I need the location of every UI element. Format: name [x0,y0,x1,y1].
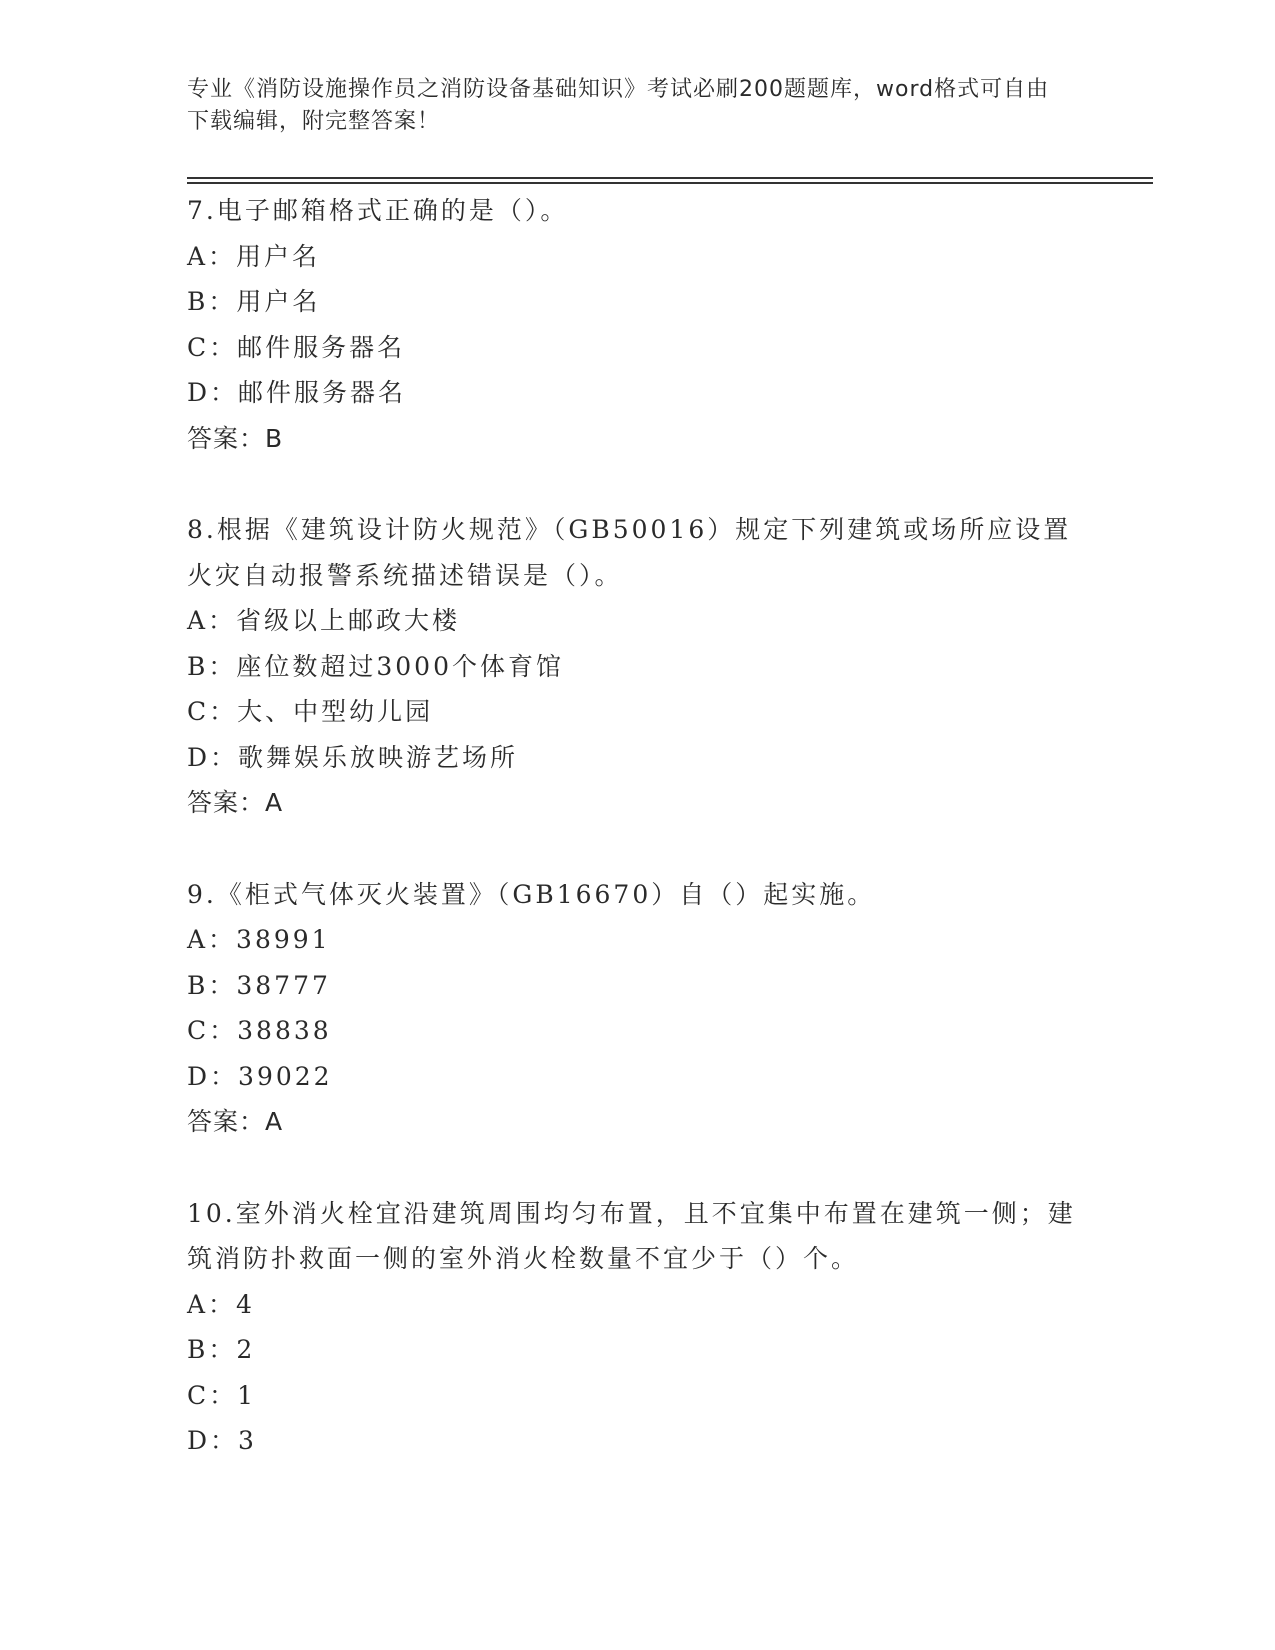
option-d: D：39022 [187,1061,333,1091]
option-a: A：省级以上邮政大楼 [187,606,461,635]
question-7 [187,188,1087,461]
option-c: C：邮件服务器名 [187,332,406,362]
question-stem: 10.室外消火栓宜沿建筑周围均匀布置，且不宜集中布置在建筑一侧；建筑消防扑救面一侧的室外消火栓数量不宜少于（）个。 [187,1198,1076,1273]
option-d: D：歌舞娱乐放映游艺场所 [187,742,519,772]
answer: 答案：B [187,423,284,453]
question-stem: 9.《柜式气体灭火装置》（GB16670）自（）起实施。 [187,879,876,909]
answer: 答案：A [187,788,284,817]
option-a: A：38991 [187,925,331,954]
option-b: B：座位数超过3000个体育馆 [187,651,564,681]
option-b: B：38777 [187,970,331,1000]
question-stem: 8.根据《建筑设计防火规范》（GB50016）规定下列建筑或场所应设置火灾自动报警系统描述错误是（）。 [187,515,1072,590]
question-9 [187,872,1087,1145]
question-10 [187,1191,1087,1464]
question-stem: 7.电子邮箱格式正确的是（）。 [187,196,569,225]
question-8 [187,507,1087,826]
option-c: C：38838 [187,1016,332,1045]
option-c: C：大、中型幼儿园 [187,697,434,726]
option-d: D：邮件服务器名 [187,378,407,407]
document-header: 专业《消防设施操作员之消防设备基础知识》考试必刷200题题库，word格式可自由下载编辑，附完整答案！ [187,77,1050,134]
option-b: B：用户名 [187,287,321,316]
option-a: A：用户名 [187,241,321,271]
header-divider-top [187,177,1153,179]
option-a: A：4 [187,1289,255,1319]
option-d: D：3 [187,1426,257,1455]
option-c: C：1 [187,1380,257,1410]
option-b: B：2 [187,1335,256,1364]
header-divider-bottom [187,182,1153,184]
answer: 答案：A [187,1107,284,1136]
question-list [187,188,1087,1510]
